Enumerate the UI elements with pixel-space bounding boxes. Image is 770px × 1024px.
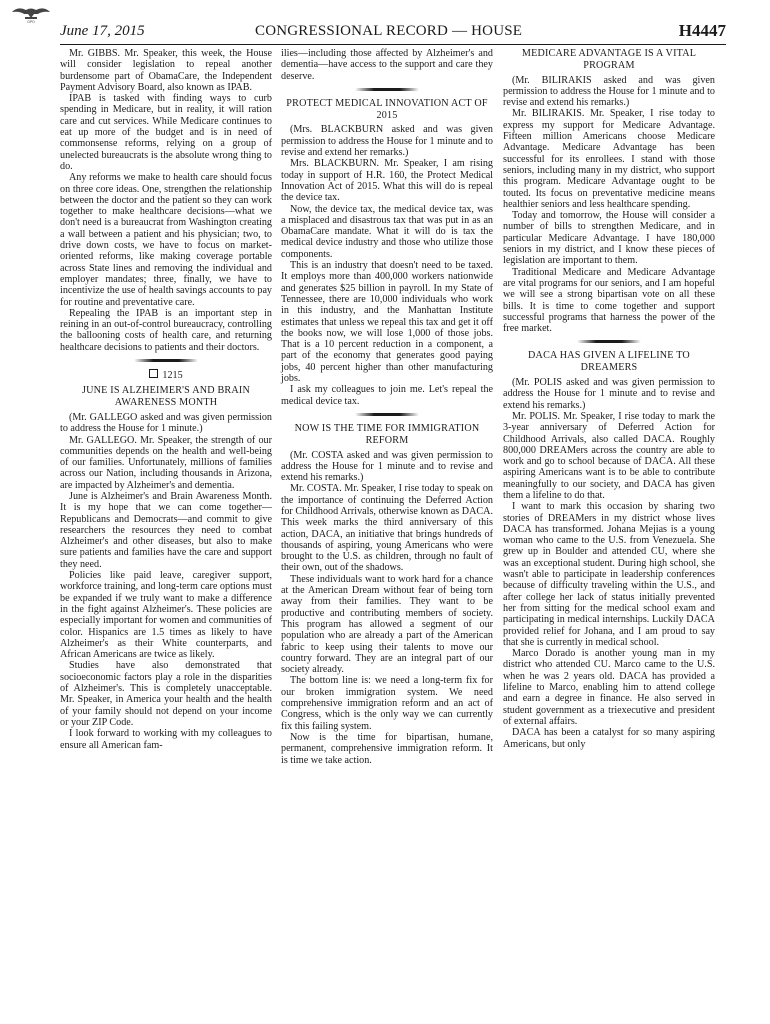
box-icon [149,369,158,378]
paragraph: Now, the device tax, the medical device tax, was a misplaced and disastrous tax that was put in as an ObamaCare mandate. What it will do is tax the medical device industry and those who utilize those components. [281,203,493,260]
column-2 [281,48,493,766]
paragraph: ilies—including those affected by Alzheimer's and dementia—have access to the support and care they deserve. [281,48,493,82]
paragraph: (Mr. COSTA asked and was given permission to address the House for 1 minute and to revise and extend his remarks.) [281,449,493,484]
time-marker [60,369,272,381]
section-heading: JUNE IS ALZHEIMER'S AND BRAIN AWARENESS MONTH [82,385,250,409]
gpo-eagle-logo-icon [8,4,54,24]
paragraph: I look forward to working with my colleagues to ensure all American fam- [60,728,272,751]
paragraph: Policies like paid leave, caregiver support, workforce training, and long-term care options must be expanded if we truly want to make a difference in the fight against Alzheimer's. These policies are especially important for women and communities of color. Hispanics are 1.5 times as likely to have Alzheimer's as their White counterparts, and African Americans are twice as likely. [60,570,273,661]
paragraph: I want to mark this occasion by sharing two stories of DREAMers in my district whose lives DACA has transformed. Johana Mejias is a young woman who came to the U.S. from Venezuela. She grew up in Boulder and attended CU, where she was an exceptional student. During high school, she wasn't able to participate in leadership conferences because of difficulty traveling within the U.S., and after college her lack of status initially prevented her from sitting for the medical school exam and participating in medical internships. Luckily DACA provided relief for Johana, and I am proud to say that she is currently in medical school. [503,501,715,648]
time-marker-text: 1215 [162,370,183,382]
paragraph: (Mr. BILIRAKIS asked and was given permission to address the House for 1 minute and to revise and extend his remarks.) [503,74,715,109]
header-title: CONGRESSIONAL RECORD — HOUSE [255,23,523,39]
paragraph: Mr. GALLEGO. Mr. Speaker, the strength of our communities depends on the health and well-being of our families. Unfortunately, millions of families across our Nation, including thousands in Arizona, are impacted by Alzheimer's and dementia. [60,434,272,491]
section-heading: NOW IS THE TIME FOR IMMIGRATION REFORM [294,422,480,446]
paragraph: Traditional Medicare and Medicare Advantage are vital programs for our seniors, and I am hopeful we will see a strong bipartisan vote on all these bills. It is time to come together and support successful programs that harness the power of the free market. [503,266,715,335]
paragraph: These individuals want to work hard for a chance at the American Dream without fear of being torn away from their families. They want to be productive and contributing members of society. This program has allowed a segment of our population who are already a part of the American fabric to keep using their talents to move our country forward. They are an integral part of our society already. [281,573,493,676]
page-header [60,20,726,45]
paragraph: (Mr. GALLEGO asked and was given permission to address the House for 1 minute.) [60,411,272,435]
paragraph: The bottom line is: we need a long-term fix for our broken immigration system. We need comprehensive immigration reform and an act of Congress, which is the only way we can currently fix this failing system. [281,675,493,732]
header-date: June 17, 2015 [60,23,145,39]
section-heading: MEDICARE ADVANTAGE IS A VITAL PROGRAM [521,48,697,71]
paragraph: Today and tomorrow, the House will consider a number of bills to strengthen Medicare, and in particular Medicare Advantage. I have 180,000 seniors in my district, and I know these pieces of legislation are important to them. [503,210,715,267]
paragraph: June is Alzheimer's and Brain Awareness Month. It is my hope that we can come together—Republicans and Democrats—and commit to give researchers the resources they need to combat Alzheimer's and other diseases, but also to make sure patients and families have the care and support they need. [60,490,272,570]
section-divider [355,88,419,91]
svg-text:GPO: GPO [27,20,35,24]
paragraph: (Mr. POLIS asked and was given permission to address the House for 1 minute and to revise and extend his remarks.) [503,377,715,411]
paragraph: Repealing the IPAB is an important step in reining in an out-of-control bureaucracy, controlling the ballooning costs of health care, and returning healthcare decisions to patients and their doctors. [60,307,272,353]
paragraph: Mr. COSTA. Mr. Speaker, I rise today to speak on the importance of continuing the Deferred Action for Childhood Arrivals, otherwise known as DACA. This week marks the third anniversary of this action, DACA, an initiative that brings hundreds of thousands of aspiring, young Americans who were brought to the U.S. as children, through no fault of their own, out of the shadows. [281,483,493,574]
section-divider [577,340,641,343]
paragraph: Mrs. BLACKBURN. Mr. Speaker, I am rising today in support of H.R. 160, the Protect Medical Innovation Act of 2015. What this will do is repeal the device tax. [281,158,493,204]
paragraph: Mr. BILIRAKIS. Mr. Speaker, I rise today to express my support for Medicare Advantage. Fifteen million Americans choose Medicare Advantage. Medicare Advantage has been successful for its enrollees. I stand with those seniors, including many in my district, who support this program. Medicare Advantage ought to be touted. Its focus on preventative medicine means healthier seniors and less healthcare spending. [503,108,715,210]
paragraph: (Mrs. BLACKBURN asked and was given permission to address the House for 1 minute and to revise and extend her remarks.) [281,124,493,159]
paragraph: This is an industry that doesn't need to be taxed. It employs more than 400,000 workers nationwide and generates $25 billion in payroll. In my State of Tennessee, there are 10,000 individuals who work in this industry, and the Manhattan Institute estimates that unless we repeal this tax and get it off the books now, we will lose 1,000 of those jobs. That is a 10 percent reduction in a component, a part of the economy that generates good paying jobs, 40 percent higher than other manufacturing jobs. [281,260,493,385]
paragraph: I ask my colleagues to join me. Let's repeal the medical device tax. [281,384,493,407]
paragraph: Studies have also demonstrated that socioeconomic factors play a role in the disparities of Alzheimer's. This is completely unacceptable. Mr. Speaker, in America your health and the health of your family should not depend on your income or your ZIP Code. [60,660,272,728]
section-heading: DACA HAS GIVEN A LIFELINE TO DREAMERS [528,350,690,374]
paragraph: Marco Dorado is another young man in my district who attended CU. Marco came to the U.S. when he was 2 years old. DACA has provided a lifeline to Marco, enabling him to attend college and earn a degree in finance. He also served in student government as a triexecutive and president of external affairs. [503,648,715,727]
paragraph: IPAB is tasked with finding ways to curb spending in Medicare, but in reality, it will ration care and cut services. While Medicare continues to eat up more of the budget and is in need of commonsense reforms, relying on a group of unelected bureaucrats is the absolute wrong thing to do. [60,93,272,172]
paragraph: Mr. POLIS. Mr. Speaker, I rise today to mark the 3-year anniversary of Deferred Action for Childhood Arrivals, also called DACA. Roughly 800,000 DREAMers across the country are able to work and go to school because of DACA. All these aspiring Americans want is to be able to contribute meaningfully to our society, and DACA has given them a lifeline to do that. [503,410,715,501]
paragraph: Mr. GIBBS. Mr. Speaker, this week, the House will consider legislation to repeal another burdensome part of ObamaCare, the Independent Payment Advisory Board, also known as IPAB. [60,48,272,93]
column-1 [60,48,272,751]
paragraph: Now is the time for bipartisan, humane, permanent, comprehensive immigration reform. It is time we take action. [281,731,493,766]
paragraph: DACA has been a catalyst for so many aspiring Americans, but only [503,727,715,750]
section-divider [134,359,198,362]
column-3 [503,48,715,750]
header-page-number: H4447 [678,21,726,40]
section-heading: PROTECT MEDICAL INNOVATION ACT OF 2015 [286,97,488,121]
section-divider [355,413,419,416]
paragraph: Any reforms we make to health care should focus on three core ideas. One, strengthen the relationship between the doctor and the patient so they can work together to make healthcare decisions—what we don't need is a bureaucrat from Washington creating a wall between a patient and his physician; two, to drive down costs, we have to focus on market-oriented reforms, like making coverage portable across State lines and removing the individual and employer mandates; three, finally, we have to incentivize the use of health savings accounts to pay for routine and preventative care. [60,172,272,308]
